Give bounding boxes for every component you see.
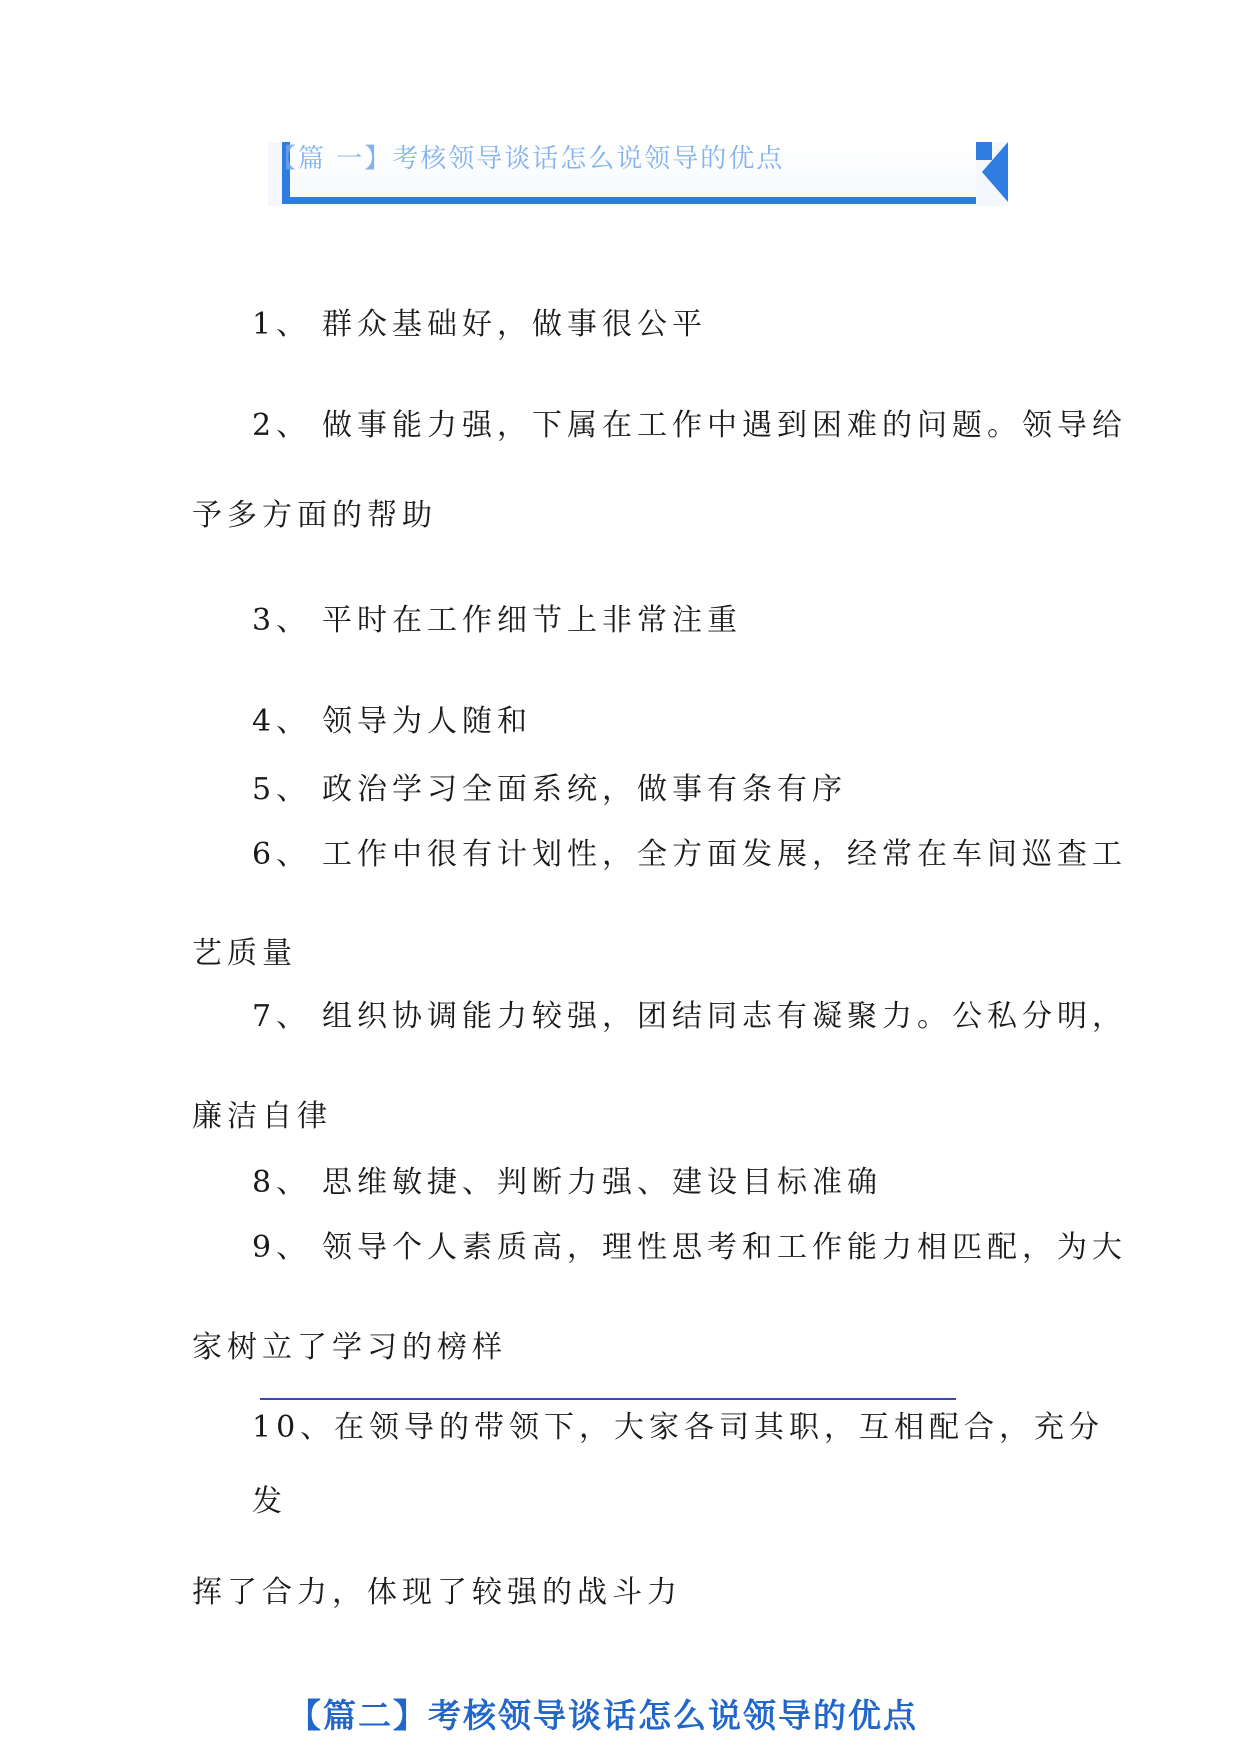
list-item — [252, 770, 847, 810]
section1-banner — [268, 142, 1008, 206]
section1-title: 【篇 一】考核领导谈话怎么说领导的优点 — [270, 144, 785, 174]
item-text: 政治学习全面系统，做事有条有序 — [322, 772, 847, 807]
list-item — [252, 601, 742, 641]
item-text: 思维敏捷、判断力强、建设目标准确 — [322, 1165, 882, 1200]
item-text: 在领导的带领下，大家各司其职，互相配合，充分 — [334, 1410, 1104, 1445]
list-item — [252, 835, 1127, 875]
item-text: 组织协调能力较强，团结同志有凝聚力。公私分明， — [322, 999, 1127, 1034]
list-item — [252, 702, 532, 742]
item-number: 8、 — [252, 1165, 312, 1200]
item-number: 1、 — [252, 307, 312, 342]
item-text: 平时在工作细节上非常注重 — [322, 603, 742, 638]
item-text: 群众基础好，做事很公平 — [322, 307, 707, 342]
item-number: 10、 — [252, 1410, 336, 1445]
item-number: 6、 — [252, 837, 312, 872]
item-text: 做事能力强，下属在工作中遇到困难的问题。领导给 — [322, 408, 1127, 443]
item-continuation: 廉洁自律 — [192, 1099, 332, 1134]
banner-notch — [982, 142, 1008, 202]
item-number: 2、 — [252, 408, 312, 443]
item-continuation: 发 — [252, 1484, 287, 1519]
item-number: 9、 — [252, 1230, 312, 1265]
item-continuation: 挥了合力，体现了较强的战斗力 — [192, 1575, 682, 1610]
item-number: 4、 — [252, 704, 312, 739]
section2-title: 【篇二】考核领导谈话怎么说领导的优点 — [288, 1696, 918, 1735]
list-item — [252, 305, 707, 345]
list-item — [252, 1163, 882, 1203]
list-item — [252, 406, 1127, 446]
item-text: 领导个人素质高，理性思考和工作能力相匹配，为大 — [322, 1230, 1127, 1265]
item-text: 领导为人随和 — [322, 704, 532, 739]
item-number: 7、 — [252, 999, 312, 1034]
item-continuation: 艺质量 — [192, 936, 297, 971]
list-item — [252, 1228, 1127, 1268]
item-text: 工作中很有计划性，全方面发展，经常在车间巡查工 — [322, 837, 1127, 872]
list-item — [252, 1408, 1104, 1448]
item-number: 5、 — [252, 772, 312, 807]
item-number: 3、 — [252, 603, 312, 638]
item-continuation: 家树立了学习的榜样 — [192, 1330, 507, 1365]
divider-line — [260, 1398, 956, 1400]
list-item — [252, 997, 1127, 1037]
item-continuation: 予多方面的帮助 — [192, 498, 437, 533]
